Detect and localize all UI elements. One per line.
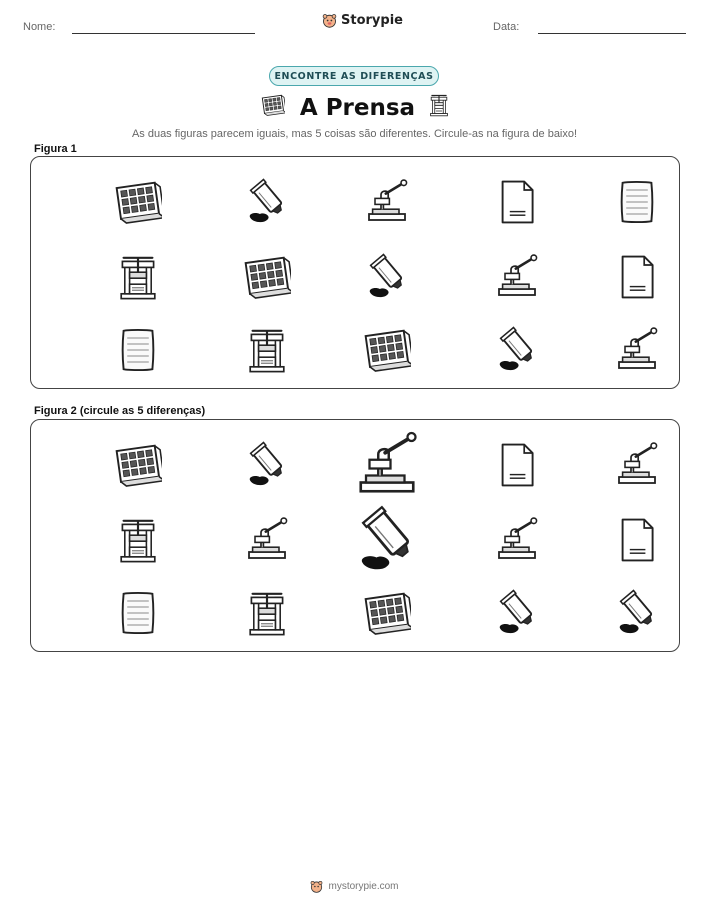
grid-cell[interactable]: [613, 441, 661, 489]
screw-press-icon: [243, 589, 291, 637]
figure2-label: Figura 2 (circule as 5 diferenças): [34, 405, 206, 417]
type-block-icon: [363, 589, 411, 637]
press-lever-icon: [613, 441, 661, 489]
grid-cell: [493, 178, 541, 226]
grid-cell: [243, 253, 291, 301]
grid-cell[interactable]: [243, 516, 291, 564]
grid-cell[interactable]: [352, 505, 422, 575]
grid-cell: [613, 253, 661, 301]
grid-cell: [493, 253, 541, 301]
storypie-mascot-icon: [310, 880, 323, 893]
activity-badge: ENCONTRE AS DIFERENÇAS: [269, 66, 439, 86]
grid-cell[interactable]: [493, 516, 541, 564]
type-block-icon: [114, 441, 162, 489]
paper-sheet-icon: [613, 516, 661, 564]
storypie-mascot-icon: [322, 13, 337, 28]
date-line[interactable]: [538, 33, 686, 34]
press-lever-icon: [243, 516, 291, 564]
title-type-block-icon: [258, 93, 288, 122]
grid-cell: [114, 253, 162, 301]
grid-cell[interactable]: [363, 589, 411, 637]
paper-stack-icon: [613, 178, 661, 226]
screw-press-icon: [114, 253, 162, 301]
name-line[interactable]: [72, 33, 255, 34]
paper-sheet-icon: [493, 441, 541, 489]
screw-press-icon: [243, 326, 291, 374]
type-block-icon: [243, 253, 291, 301]
grid-cell[interactable]: [493, 589, 541, 637]
type-block-icon: [363, 326, 411, 374]
grid-cell: [363, 178, 411, 226]
grid-cell: [493, 326, 541, 374]
grid-cell: [243, 326, 291, 374]
grid-cell[interactable]: [114, 589, 162, 637]
ink-tube-icon: [363, 253, 411, 301]
grid-cell: [613, 178, 661, 226]
paper-sheet-icon: [493, 178, 541, 226]
grid-cell[interactable]: [114, 516, 162, 564]
grid-cell[interactable]: [493, 441, 541, 489]
title-screw-press-icon: [427, 90, 451, 125]
grid-cell[interactable]: [613, 516, 661, 564]
ink-tube-icon: [493, 589, 541, 637]
grid-cell[interactable]: [243, 441, 291, 489]
grid-cell[interactable]: [613, 589, 661, 637]
press-lever-icon: [363, 178, 411, 226]
screw-press-icon: [114, 516, 162, 564]
grid-cell[interactable]: [352, 430, 422, 500]
press-lever-icon: [613, 326, 661, 374]
ink-tube-icon: [243, 441, 291, 489]
footer: [0, 880, 709, 893]
date-label: Data:: [493, 21, 520, 33]
figure1-label: Figura 1: [34, 143, 77, 155]
name-label: Nome:: [23, 21, 56, 33]
grid-cell: [243, 178, 291, 226]
grid-cell: [363, 326, 411, 374]
press-lever-icon: [493, 516, 541, 564]
paper-stack-icon: [114, 326, 162, 374]
figure2-panel[interactable]: [30, 419, 680, 652]
instructions: As duas figuras parecem iguais, mas 5 coisas são diferentes. Circule-as na figura de baixo!: [131, 128, 578, 140]
ink-tube-icon: [493, 326, 541, 374]
press-lever-icon: [352, 430, 422, 500]
ink-tube-icon: [243, 178, 291, 226]
page-title: A Prensa: [299, 94, 416, 121]
paper-sheet-icon: [613, 253, 661, 301]
grid-cell: [114, 326, 162, 374]
grid-cell: [363, 253, 411, 301]
press-lever-icon: [493, 253, 541, 301]
type-block-icon: [114, 178, 162, 226]
grid-cell: [613, 326, 661, 374]
grid-cell: [114, 178, 162, 226]
brand-logo: [322, 13, 403, 28]
footer-url: mystorypie.com: [328, 881, 399, 892]
brand-name: Storypie: [341, 13, 403, 28]
ink-tube-icon: [613, 589, 661, 637]
grid-cell[interactable]: [243, 589, 291, 637]
paper-stack-icon: [114, 589, 162, 637]
grid-cell[interactable]: [114, 441, 162, 489]
ink-tube-icon: [352, 505, 422, 575]
figure1-panel: [30, 156, 680, 389]
